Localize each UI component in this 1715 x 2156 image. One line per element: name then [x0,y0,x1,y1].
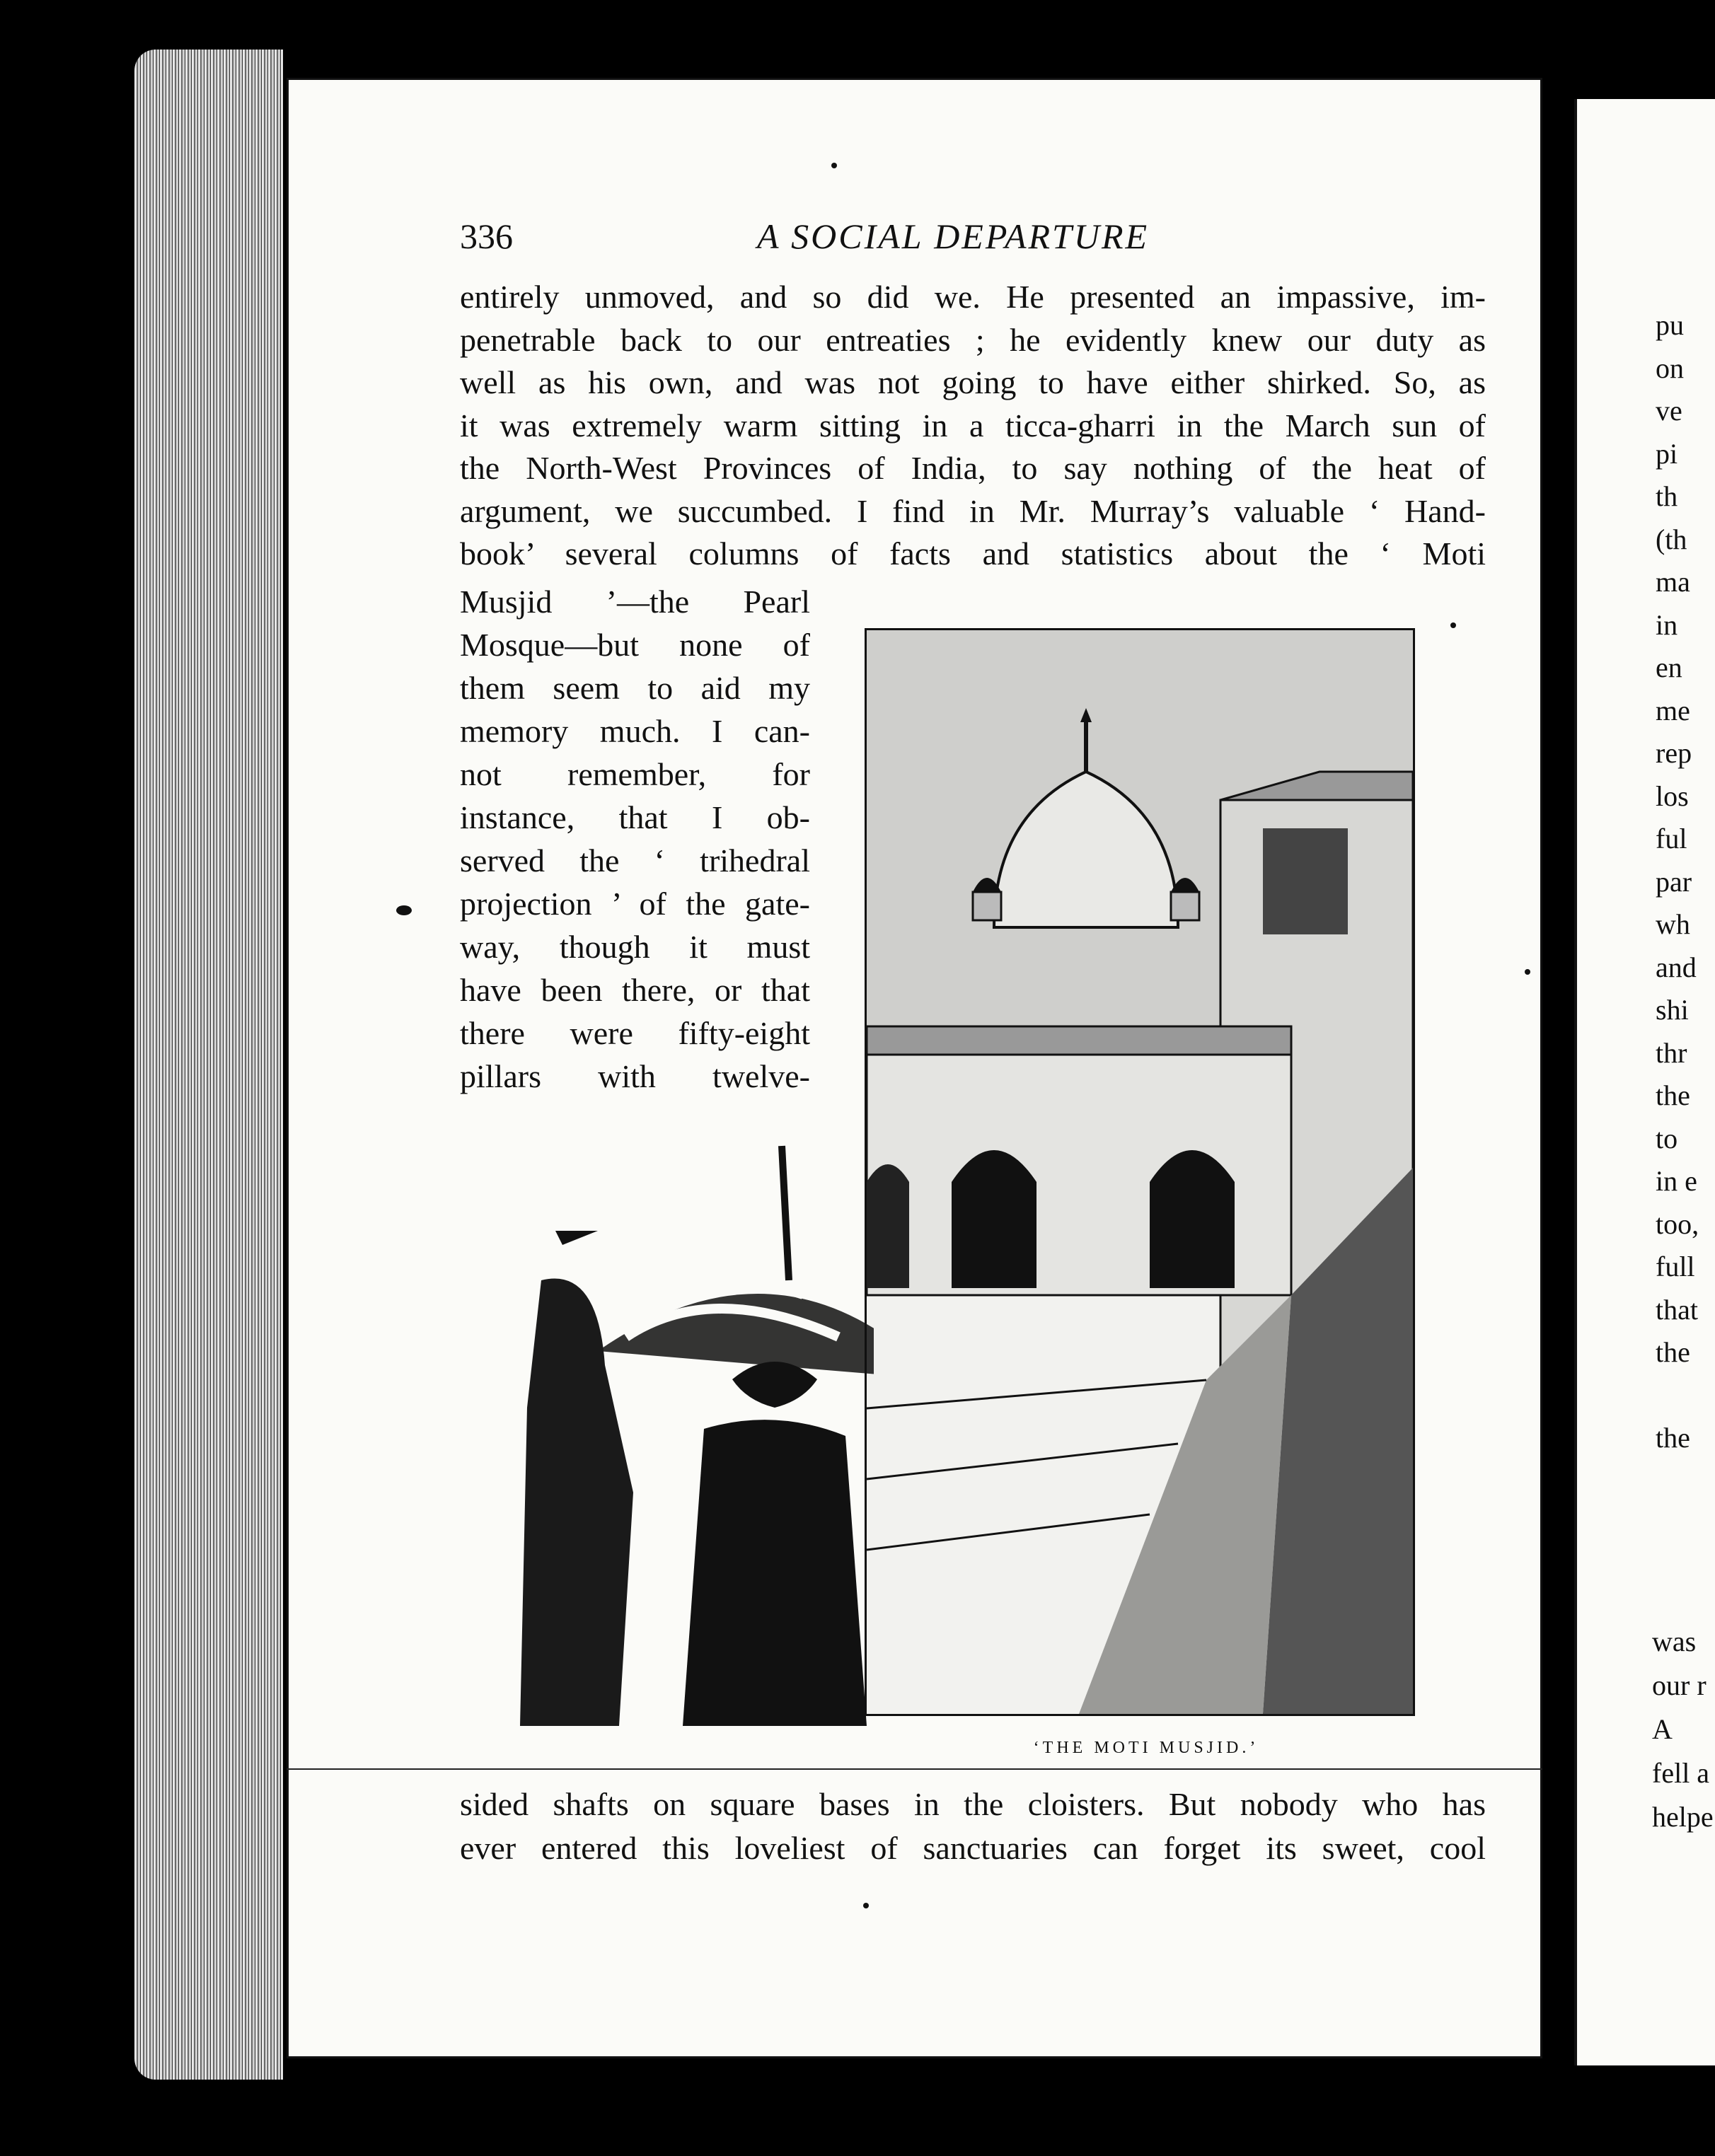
facing-line: en [1656,651,1682,683]
text-line: Mosque—but none of [460,627,810,663]
facing-line: ve [1656,395,1682,427]
page-number: 336 [460,216,513,256]
page-rule [287,1768,1542,1770]
body-text [460,276,1486,576]
facing-line: shi [1656,994,1689,1026]
text-line: it was extremely warm sitting in a ticca-gharri in the March sun of [460,407,1486,444]
text-line: served the ‘ trihedral [460,842,810,879]
facing-line: los [1656,779,1689,812]
figure-caption: ‘THE MOTI MUSJID.’ [1033,1739,1259,1757]
facing-line: too, [1656,1207,1699,1240]
print-speck [831,163,837,168]
facing-line: in [1656,608,1678,641]
facing-line: par [1656,865,1692,898]
text-line: pillars with twelve- [460,1058,810,1094]
facing-line: to [1656,1122,1678,1154]
facing-line: pi [1656,437,1678,470]
facing-line: in e [1656,1165,1697,1197]
text-line: book’ several columns of facts and statistics about the ‘ Moti [460,535,1486,572]
text-line: memory much. I can- [460,713,810,749]
print-speck [863,1903,869,1908]
facing-page-bottom-text [1652,1620,1715,1839]
facing-line: thr [1656,1036,1687,1069]
facing-line: ma [1656,566,1690,598]
text-line: projection ’ of the gate- [460,886,810,922]
facing-line: wh [1656,908,1690,940]
print-speck [1525,969,1530,975]
text-line: way, though it must [460,929,810,965]
facing-line [1656,1374,1715,1418]
text-line: ever entered this loveliest of sanctuaries can forget its sweet, cool [460,1830,1486,1866]
text-line: well as his own, and was not going to have either shirked. So, as [460,364,1486,400]
facing-line: A [1652,1713,1673,1745]
bottom-text [460,1783,1486,1870]
facing-line: rep [1656,737,1692,769]
wrapped-text-column [460,580,810,1098]
facing-line: th [1656,480,1678,512]
text-line: Musjid ’—the Pearl [460,584,810,620]
print-speck [1450,622,1456,628]
facing-line: that [1656,1293,1698,1326]
facing-line: on [1656,352,1684,384]
running-head-title: A SOCIAL DEPARTURE [757,216,1150,256]
moti-musjid-illustration [865,628,1415,1716]
facing-line: fell a [1652,1757,1710,1789]
text-line: instance, that I ob- [460,799,810,835]
book-page-edges [134,50,283,2080]
facing-line: ful [1656,823,1687,854]
text-line: not remember, for [460,756,810,792]
text-line: sided shafts on square bases in the cloisters. But nobody who has [460,1786,1486,1822]
facing-line: pu [1656,309,1684,341]
text-line: the North-West Provinces of India, to say nothing of the heat of [460,450,1486,486]
print-speck [396,905,412,915]
facing-line: the [1656,1079,1690,1111]
facing-page-text [1656,304,1715,1460]
text-line: penetrable back to our entreaties ; he evidently knew our duty as [460,321,1486,358]
facing-line: was [1652,1625,1697,1657]
facing-line: helpe [1652,1801,1714,1833]
running-head [460,216,1486,265]
facing-line: me [1656,694,1690,726]
text-line: them seem to aid my [460,670,810,706]
facing-line: the [1656,1422,1690,1454]
text-line: argument, we succumbed. I find in Mr. Murray’s valuable ‘ Hand- [460,492,1486,529]
facing-line: and [1656,951,1697,983]
facing-line: our r [1652,1669,1707,1701]
facing-line: full [1656,1251,1695,1282]
facing-line: the [1656,1336,1690,1368]
facing-line: (th [1656,523,1687,555]
figure-foreground-figures [520,1132,874,1726]
text-line: have been there, or that [460,972,810,1008]
text-line: entirely unmoved, and so did we. He presented an impassive, im- [460,279,1486,315]
text-line: there were fifty-eight [460,1015,810,1051]
